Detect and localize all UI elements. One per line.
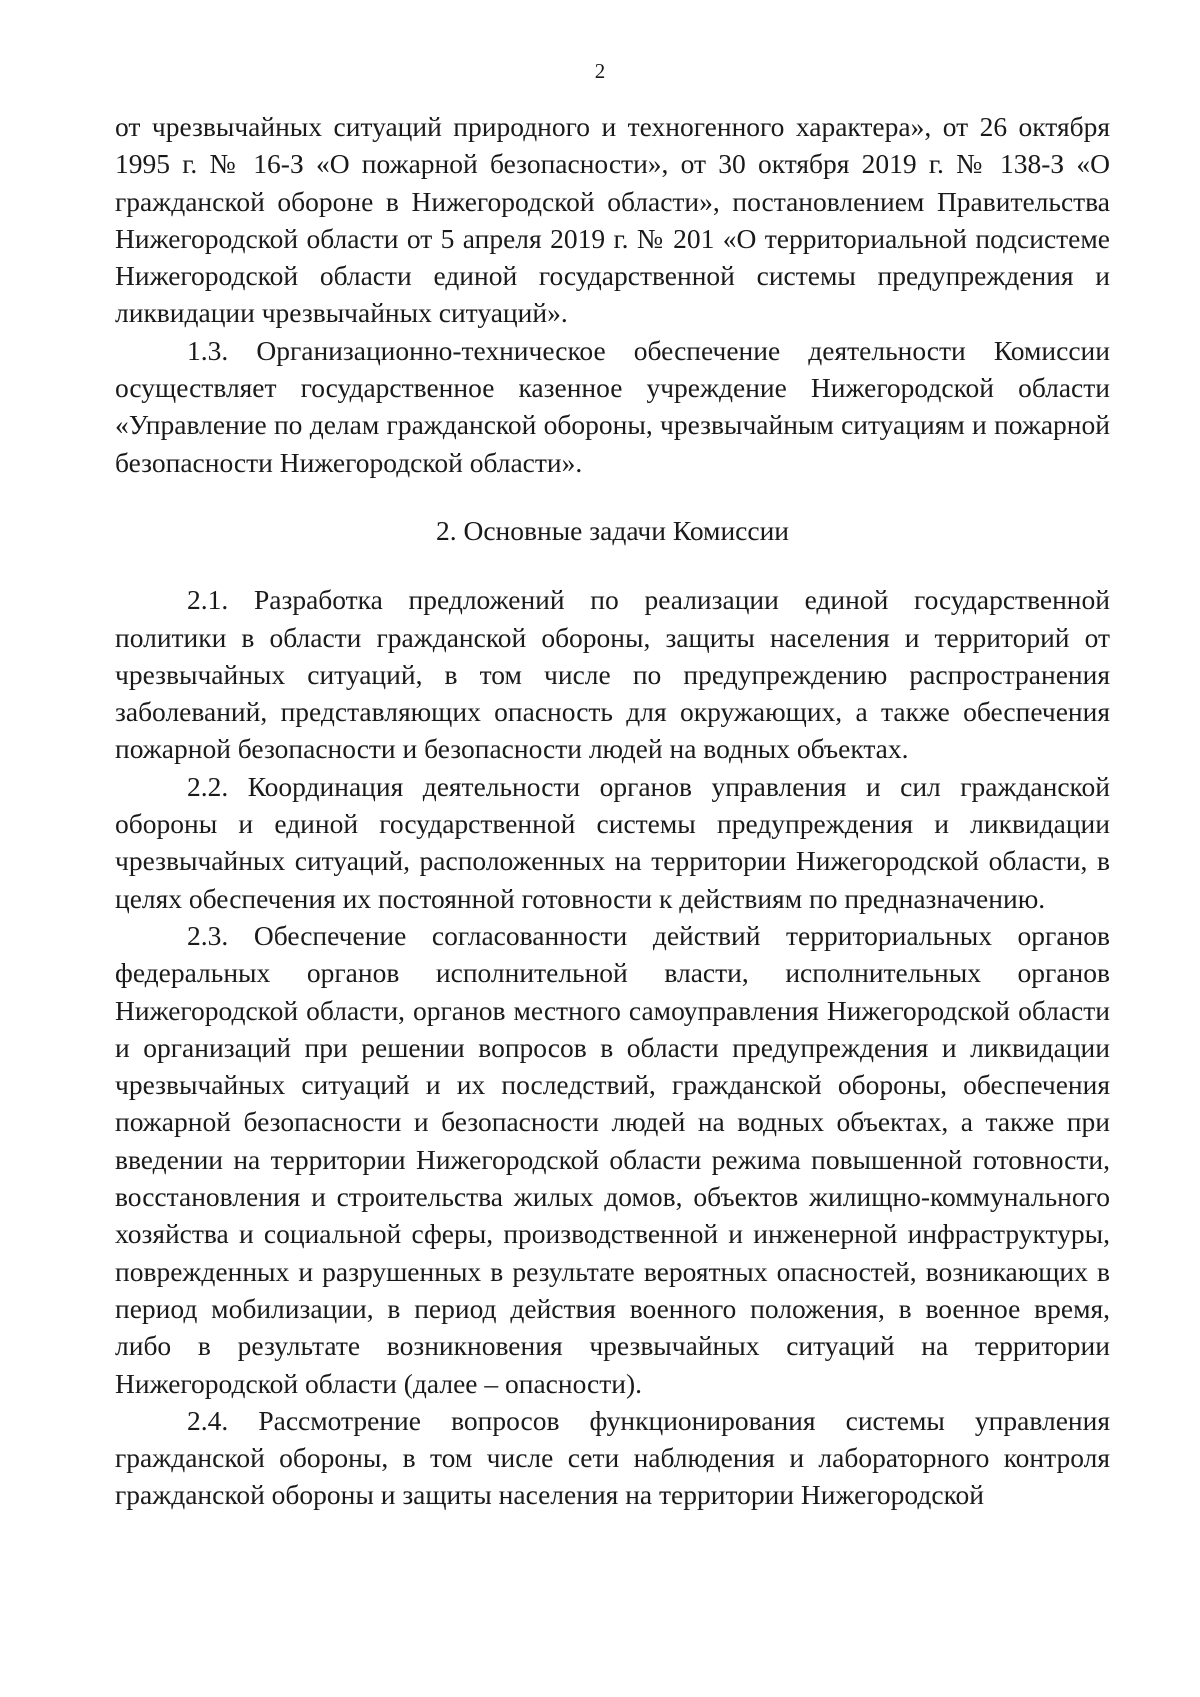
paragraph-2-3: 2.3. Обеспечение согласованности действий территориальных органов федеральных органов исполнительной власти, исполнительных органов Нижегородской области, органов местного самоуправления Нижегородской области и организаций при решении вопросов в области предупреждения и ликвидации чрезвычайных ситуаций и их последствий, гражданской обороны, обеспечения пожарной безопасности и безопасности людей на водных объектах, а также при введении на территории Нижегородской области режима повышенной готовности, восстановления и строительства жилых домов, объектов жилищно-коммунального хозяйства и социальной сферы, производственной и инженерной инфраструктуры, поврежденных и разрушенных в результате вероятных опасностей, возникающих в период мобилизации, в период действия военного положения, в военное время, либо в результате возникновения чрезвычайных ситуаций на территории Нижегородской области (далее – опасности).: [115, 919, 1110, 1399]
paragraph-2-2: 2.2. Координация деятельности органов управления и сил гражданской обороны и единой государственной системы предупреждения и ликвидации чрезвычайных ситуаций, расположенных на территории Нижегородской области, в целях обеспечения их постоянной готовности к действиям по предназначению.: [115, 770, 1110, 914]
document-body: [115, 108, 1110, 1514]
continuation-paragraph: от чрезвычайных ситуаций природного и техногенного характера», от 26 октября 1995 г. № 16-З «О пожарной безопасности», от 30 октября 2019 г. № 138-З «О гражданской обороне в Нижегородской области», постановлением Правительства Нижегородской области от 5 апреля 2019 г. № 201 «О территориальной подсистеме Нижегородской области единой государственной системы предупреждения и ликвидации чрезвычайных ситуаций».: [115, 111, 1110, 329]
paragraph-1-3: 1.3. Организационно-техническое обеспечение деятельности Комиссии осуществляет государственное казенное учреждение Нижегородской области «Управление по делам гражданской обороны, чрезвычайным ситуациям и пожарной безопасности Нижегородской области».: [115, 334, 1110, 478]
section-2-heading: 2. Основные задачи Комиссии: [435, 514, 790, 546]
page-number: 2: [594, 59, 606, 83]
paragraph-2-4: 2.4. Рассмотрение вопросов функционирования системы управления гражданской обороны, в том числе сети наблюдения и лабораторного контроля гражданской обороны и защиты населения на территории Нижегородской: [115, 1404, 1110, 1511]
paragraph-2-1: 2.1. Разработка предложений по реализации единой государственной политики в области гражданской обороны, защиты населения и территорий от чрезвычайных ситуаций, в том числе по предупреждению распространения заболеваний, представляющих опасность для окружающих, а также обеспечения пожарной безопасности и безопасности людей на водных объектах.: [115, 584, 1110, 765]
